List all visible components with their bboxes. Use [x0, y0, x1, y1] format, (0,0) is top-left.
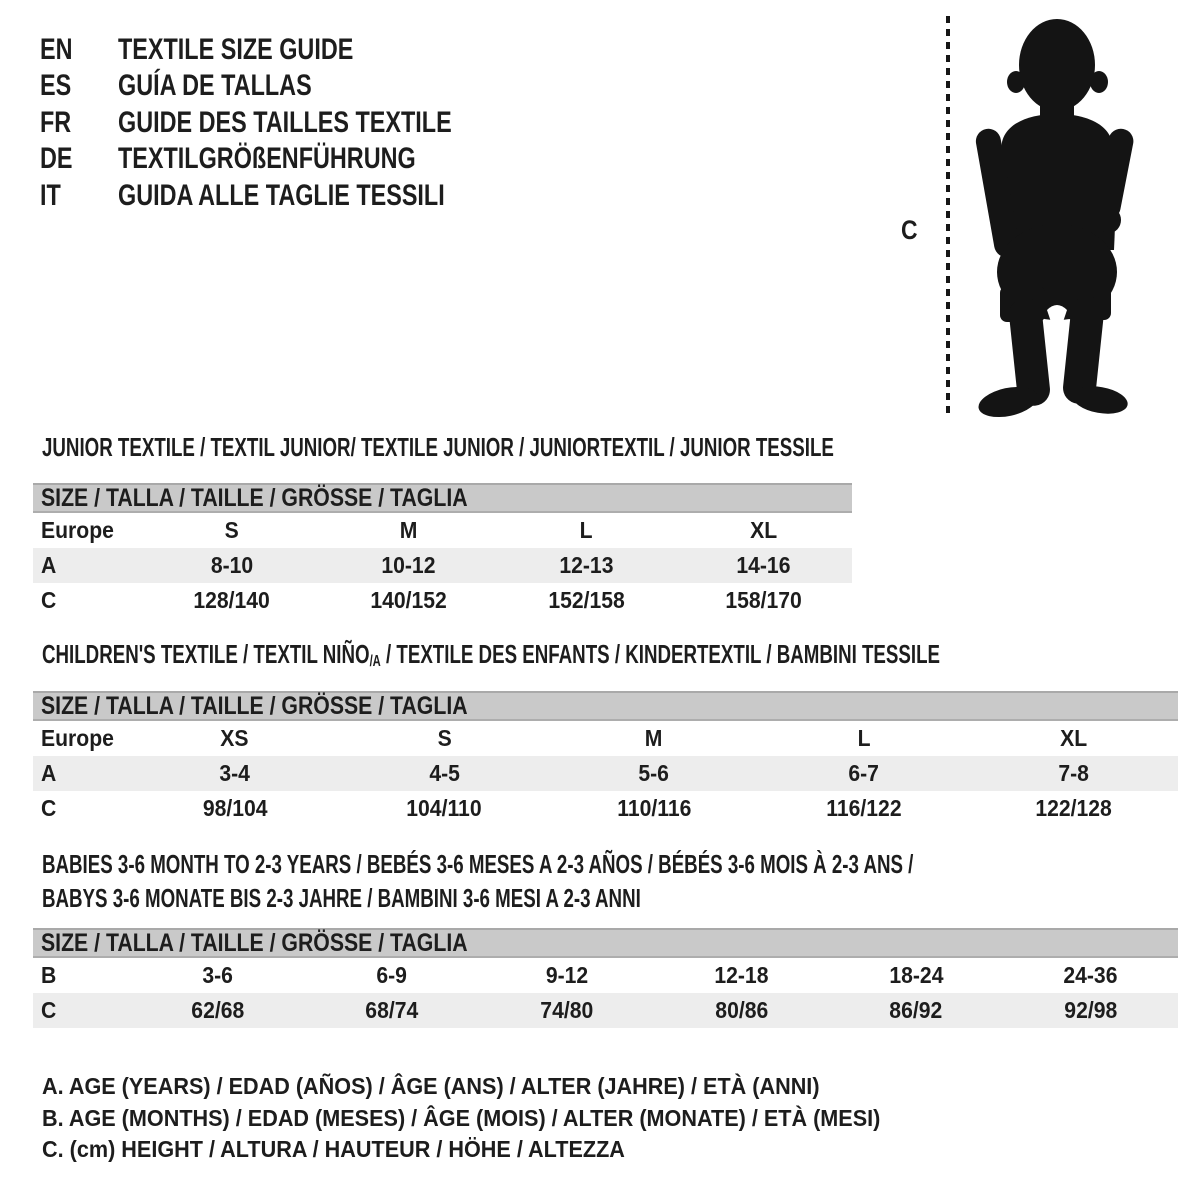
- table-cell: M: [400, 517, 418, 543]
- table-cell: 86/92: [889, 997, 943, 1023]
- height-dashed-line: [946, 16, 950, 414]
- row-label: B: [41, 962, 57, 988]
- table-cell: 5-6: [638, 760, 670, 786]
- table-cell: 104/110: [406, 795, 483, 821]
- row-label: Europe: [41, 725, 114, 751]
- table-cell: XL: [749, 517, 777, 543]
- section-title: JUNIOR TEXTILE / TEXTIL JUNIOR/ TEXTILE JUNIOR / JUNIORTEXTIL / JUNIOR TESSILE: [42, 432, 834, 462]
- table-row-c: [33, 791, 1178, 826]
- table-cell: S: [437, 725, 452, 751]
- table-row-a: [33, 756, 1178, 791]
- table-cell: 12-13: [559, 552, 614, 578]
- lang-title: GUIDE DES TAILLES TEXTILE: [118, 105, 452, 139]
- lang-row-en: [40, 32, 546, 68]
- size-header: SIZE / TALLA / TAILLE / GRÖSSE / TAGLIA: [33, 928, 1178, 958]
- size-header: SIZE / TALLA / TAILLE / GRÖSSE / TAGLIA: [33, 483, 852, 513]
- table-cell: 92/98: [1064, 997, 1118, 1023]
- row-label: C: [41, 795, 57, 821]
- toddler-silhouette-icon: [958, 10, 1150, 420]
- table-cell: 10-12: [381, 552, 436, 578]
- table-cell: 140/152: [370, 587, 448, 613]
- table-cell: 152/158: [547, 587, 625, 613]
- row-label: C: [41, 997, 57, 1023]
- lang-code: DE: [40, 142, 73, 176]
- lang-title: TEXTILE SIZE GUIDE: [118, 33, 354, 66]
- row-label: A: [41, 552, 57, 578]
- legend-line-b: B. AGE (MONTHS) / EDAD (MESES) / ÂGE (MOIS) / ALTER (MONATE) / ETÀ (MESI): [42, 1104, 881, 1131]
- table-cell: 110/116: [616, 795, 692, 821]
- table-cell: 18-24: [888, 962, 944, 988]
- lang-row-it: [40, 178, 546, 214]
- table-cell: 24-36: [1063, 962, 1118, 988]
- lang-code: ES: [40, 69, 72, 103]
- table-cell: 68/74: [365, 997, 419, 1023]
- lang-row-fr: [40, 105, 546, 141]
- table-cell: 98/104: [202, 795, 268, 821]
- lang-title: GUIDA ALLE TAGLIE TESSILI: [118, 178, 445, 212]
- lang-title: GUÍA DE TALLAS: [118, 69, 312, 103]
- lang-row-de: [40, 141, 546, 177]
- junior-size-table: [33, 483, 852, 618]
- table-cell: 128/140: [193, 587, 270, 613]
- lang-code: FR: [40, 105, 72, 139]
- table-row-c: [33, 993, 1178, 1028]
- children-size-table: [33, 691, 1178, 826]
- table-cell: 3-6: [202, 962, 233, 988]
- lang-code: EN: [40, 33, 73, 66]
- table-body: [33, 721, 1178, 826]
- table-cell: 7-8: [1057, 760, 1089, 786]
- table-cell: 80/86: [714, 997, 768, 1023]
- table-cell: 116/122: [825, 795, 902, 821]
- lang-code: IT: [40, 178, 61, 212]
- table-body: [33, 513, 852, 618]
- legend-line-c: C. (cm) HEIGHT / ALTURA / HAUTEUR / HÖHE / ALTEZZA: [42, 1136, 625, 1162]
- row-label: Europe: [41, 517, 114, 543]
- table-cell: L: [579, 517, 593, 543]
- section-title: BABIES 3-6 MONTH TO 2-3 YEARS / BEBÉS 3-6 MESES A 2-3 AÑOS / BÉBÉS 3-6 MOIS À 2-3 ANS / BABYS 3-6 MONATE BIS 2-3 JAHRE / BAMBINI 3-6 MESI A 2-3 ANNI: [42, 849, 914, 913]
- table-cell: 158/170: [725, 587, 802, 613]
- table-row-europe: [33, 513, 852, 548]
- table-cell: 12-18: [714, 962, 769, 988]
- table-cell: S: [224, 517, 239, 543]
- table-row-c: [33, 583, 852, 618]
- row-label: A: [41, 760, 57, 786]
- size-header: SIZE / TALLA / TAILLE / GRÖSSE / TAGLIA: [33, 691, 1178, 721]
- table-row-europe: [33, 721, 1178, 756]
- table-row-b: [33, 958, 1178, 993]
- table-row-a: [33, 548, 852, 583]
- table-cell: 4-5: [429, 760, 460, 786]
- table-cell: 74/80: [540, 997, 594, 1023]
- lang-row-es: [40, 68, 546, 104]
- row-label: C: [41, 587, 57, 613]
- table-cell: 62/68: [190, 997, 244, 1023]
- height-measure-label: C: [901, 215, 918, 245]
- table-cell: M: [645, 725, 663, 751]
- lang-title: TEXTILGRÖßENFÜHRUNG: [118, 142, 416, 176]
- babies-size-table: [33, 928, 1178, 1028]
- table-cell: L: [857, 725, 871, 751]
- table-cell: 122/128: [1034, 795, 1112, 821]
- table-cell: XS: [220, 725, 249, 751]
- table-cell: 6-7: [848, 760, 879, 786]
- table-body: [33, 958, 1178, 1028]
- table-cell: 9-12: [545, 962, 588, 988]
- language-title-list: [40, 32, 546, 214]
- measure-legend: [42, 1071, 934, 1166]
- section-title: CHILDREN'S TEXTILE / TEXTIL NIÑO/A / TEXTILE DES ENFANTS / KINDERTEXTIL / BAMBINI TESSILE: [42, 639, 941, 671]
- table-cell: 3-4: [219, 760, 251, 786]
- table-cell: 8-10: [210, 552, 253, 578]
- table-cell: XL: [1059, 725, 1087, 751]
- table-cell: 14-16: [736, 552, 791, 578]
- table-cell: 6-9: [376, 962, 408, 988]
- legend-line-a: A. AGE (YEARS) / EDAD (AÑOS) / ÂGE (ANS) / ALTER (JAHRE) / ETÀ (ANNI): [42, 1073, 820, 1099]
